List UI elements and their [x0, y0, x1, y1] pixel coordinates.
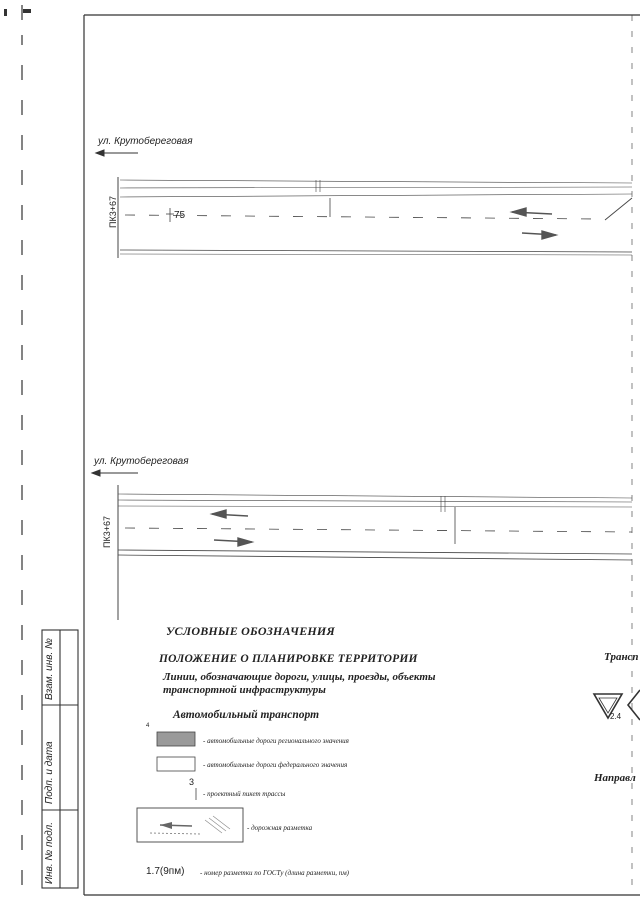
legend-item-picket: - проектный пикет трассы — [203, 790, 286, 798]
top-direction-arrows — [512, 208, 556, 239]
right-edge-sign-number: 2.4 — [610, 712, 622, 721]
legend-marking-note: - номер разметки по ГОСТу (длина разметки, пм) — [200, 869, 349, 877]
marking-swatch — [137, 808, 243, 842]
bottom-street-arrow — [92, 470, 138, 476]
bottom-direction-arrows — [212, 510, 252, 546]
legend-section: ПОЛОЖЕНИЕ О ПЛАНИРОВКЕ ТЕРРИТОРИИ — [159, 653, 418, 665]
top-road — [118, 177, 632, 258]
legend-marking-number: 1.7(9пм) — [146, 866, 185, 877]
legend-item-federal: - автомобильные дороги федерального значения — [203, 761, 348, 769]
right-edge-word-transport: Трансп — [604, 651, 639, 663]
bottom-picket-label: ПК3+67 — [102, 516, 112, 548]
regional-road-swatch — [157, 732, 195, 746]
top-street-arrow — [96, 150, 138, 156]
top-street-name: ул. Крутобереговая — [98, 136, 193, 147]
legend-small-mark-four: 4 — [146, 723, 150, 729]
legend-small-mark-three: 3 — [189, 777, 195, 787]
stamp-label-inventory: Инв. № подл. — [44, 821, 55, 884]
corner-marks — [4, 9, 31, 16]
bottom-road — [118, 485, 632, 620]
legend-swatches — [137, 732, 243, 842]
top-picket-label: ПК3+67 — [108, 196, 118, 228]
legend-item-marking: - дорожная разметка — [247, 824, 313, 832]
stamp-label-signature: Подп. и дата — [44, 741, 55, 804]
legend-category: Автомобильный транспорт — [173, 709, 320, 721]
legend-subsection: Линии, обозначающие дороги, улицы, проезды, объекты транспортной инфраструктуры — [163, 671, 436, 696]
legend-item-regional: - автомобильные дороги регионального значения — [203, 737, 349, 745]
federal-road-swatch — [157, 757, 195, 771]
legend-title: УСЛОВНЫЕ ОБОЗНАЧЕНИЯ — [166, 624, 335, 638]
bottom-street-name: ул. Крутобереговая — [94, 456, 189, 467]
right-edge-word-direction: Направл — [594, 772, 636, 784]
top-road-mark: 75 — [174, 210, 186, 221]
stamp-label-replacement: Взам. инв. № — [44, 638, 55, 700]
